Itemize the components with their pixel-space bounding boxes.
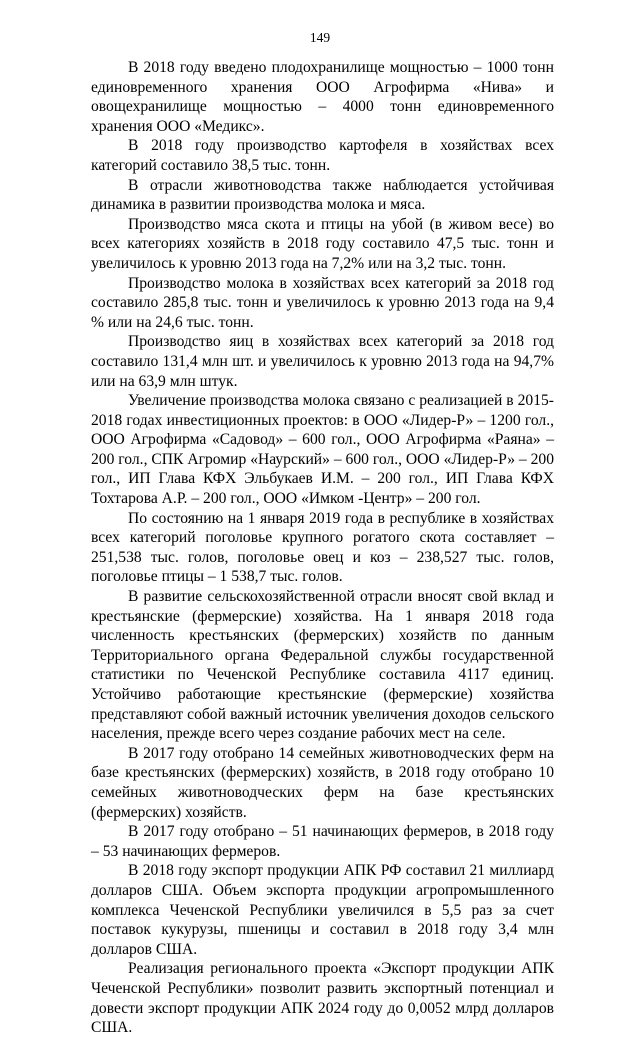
paragraph-egg-production: Производство яиц в хозяйствах всех категорий за 2018 год составило 131,4 млн шт. и увеличилось к уровню 2013 года на 94,7% или на 63,9 млн штук. xyxy=(91,333,554,390)
paragraph-farm-households: В развитие сельскохозяйственной отрасли вносят свой вклад и крестьянские (фермерские) хозяйства. На 1 января 2018 года численность крестьянских (фермерских) хозяйств по данным Территориального органа Федеральной службы государственной статистики по Чеченской Республике составила 4117 единиц. Устойчиво работающие крестьянские (фермерские) хозяйства представляют собой важный источник увеличения доходов сельского населения, прежде всего через создание рабочих мест на селе. xyxy=(91,588,554,743)
paragraph-beginning-farmers: В 2017 году отобрано – 51 начинающих фермеров, в 2018 году – 53 начинающих фермеров. xyxy=(91,823,554,860)
paragraph-export-project: Реализация регионального проекта «Экспорт продукции АПК Чеченской Республики» позволит развить экспортный потенциал и довести экспорт продукции АПК 2024 году до 0,0052 млрд долларов США. xyxy=(91,960,554,1037)
paragraph-agro-export: В 2018 году экспорт продукции АПК РФ составил 21 миллиард долларов США. Объем экспорта продукции агропромышленного комплекса Чеченской Республики увеличился в 5,5 раз за счет поставок кукурузы, пшеницы и составил в 2018 году 3,4 млн долларов США. xyxy=(91,862,554,958)
paragraph-meat-production: Производство мяса скота и птицы на убой (в живом весе) во всех категориях хозяйств в 2018 году составило 47,5 тыс. тонн и увеличилось к уровню 2013 года на 7,2% или на 3,2 тыс. тонн. xyxy=(91,215,554,272)
paragraph-fruit-storage: В 2018 году введено плодохранилище мощностью – 1000 тонн единовременного хранения ООО Агрофирма «Нива» и овощехранилище мощностью – 4000 тонн единовременного хранения ООО «Медикс». xyxy=(91,59,554,135)
paragraph-investment-projects: Увеличение производства молока связано с реализацией в 2015-2018 годах инвестиционных проектов: в ООО «Лидер-Р» – 1200 гол., ООО Агрофирма «Садовод» – 600 гол., ООО Агрофирма «Раяна» – 200 гол., СПК Агромир «Наурский» – 600 гол., ООО «Лидер-Р» – 200 гол., ИП Глава КФХ Эльбукаев И.М. – 200 гол., ИП Глава КФХ Тохтарова А.Р. – 200 гол., ООО «Имком -Центр» – 200 гол. xyxy=(91,392,554,508)
paragraph-potato-production: В 2018 году производство картофеля в хозяйствах всех категорий составило 38,5 тыс. тонн. xyxy=(91,137,554,174)
paragraph-livestock-dynamics: В отрасли животноводства также наблюдается устойчивая динамика в развитии производства молока и мяса. xyxy=(91,176,554,214)
paragraph-livestock-headcount: По состоянию на 1 января 2019 года в республике в хозяйствах всех категорий поголовье крупного рогатого скота составляет – 251,538 тыс. голов, поголовье овец и коз – 238,527 тыс. голов, поголовье птицы – 1 538,7 тыс. голов. xyxy=(91,509,554,586)
page-number: 149 xyxy=(309,30,331,45)
paragraph-family-farms: В 2017 году отобрано 14 семейных животноводческих ферм на базе крестьянских (фермерских) хозяйств, в 2018 году отобрано 10 семейных животноводческих ферм на базе крестьянских (фермерских) хозяйств. xyxy=(91,744,554,821)
paragraph-milk-production: Производство молока в хозяйствах всех категорий за 2018 год составило 285,8 тыс. тонн и увеличилось к уровню 2013 года на 9,4 % или на 24,6 тыс. тонн. xyxy=(91,274,554,331)
body-text xyxy=(91,58,554,1038)
